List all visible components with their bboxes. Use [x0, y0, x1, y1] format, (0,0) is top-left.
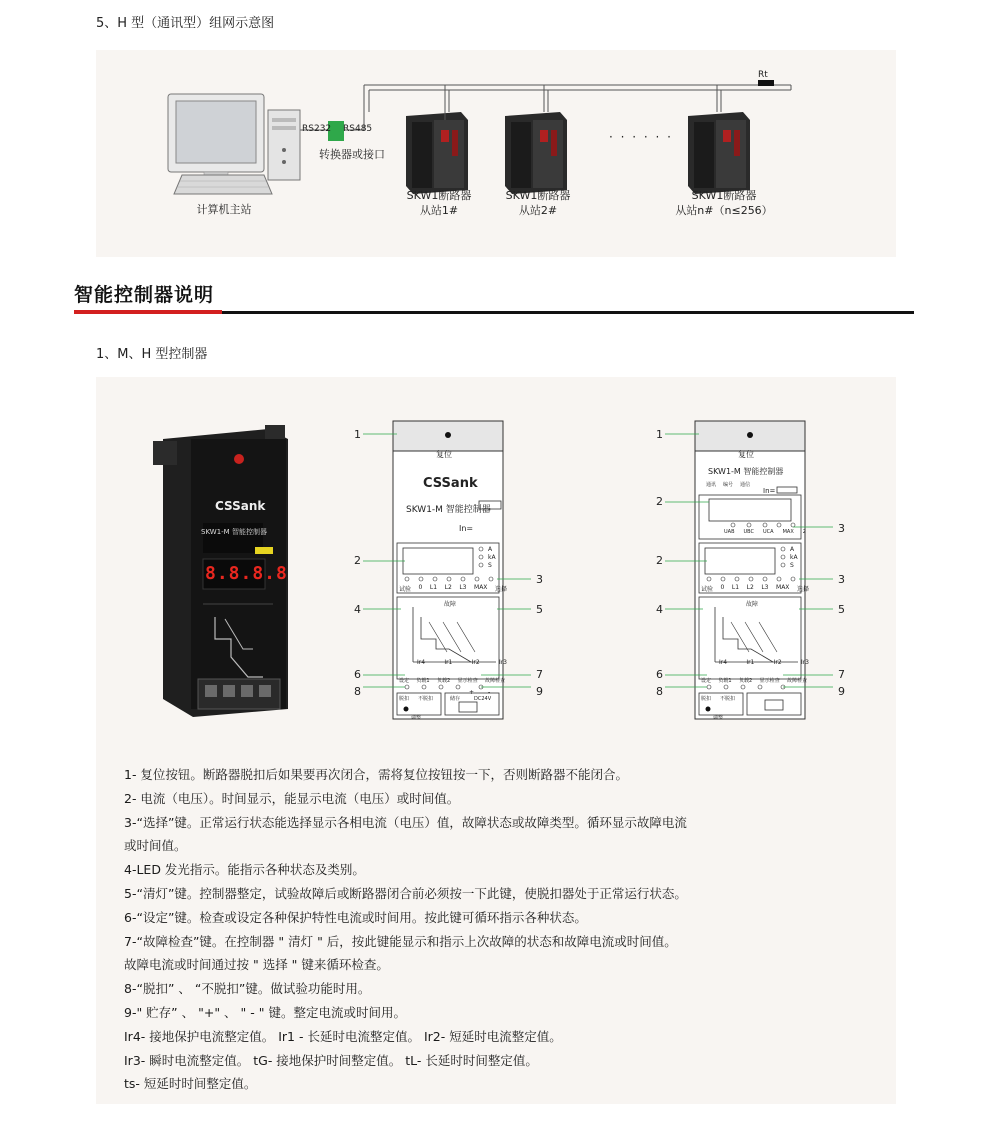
panel-a-callout-6: 6 [354, 668, 361, 681]
panel-b-callout-2a: 2 [656, 495, 663, 508]
breaker-1-name: SKW1断路器 [406, 189, 472, 202]
breaker-n-icon [688, 112, 750, 194]
panel-a-display-check-key[interactable]: 显示检查 [457, 678, 478, 684]
rt-label: Rt [758, 70, 768, 80]
breaker-1-slave: 从站1# [419, 204, 459, 217]
breaker-1-icon [406, 112, 468, 194]
panel-b-load2-key[interactable]: 负载2 [738, 678, 753, 684]
panel-b-in-label: In= [763, 487, 776, 495]
panel-a-plus-key[interactable]: + [469, 689, 475, 696]
panel-b-display-check-key[interactable]: 显示检查 [759, 678, 780, 684]
panel-a-zero-button[interactable]: 0 [418, 584, 423, 591]
panel-b-l2-button[interactable]: L2 [746, 584, 754, 591]
description-line: 7-“故障检查”键。在控制器 " 清灯 " 后，按此键能显示和指示上次故障的状态和故障电流或时间值。 [124, 933, 677, 949]
description-line: 8-“脱扣” 、 “不脱扣”键。做试验功能时用。 [124, 981, 371, 997]
description-line: Ir3- 瞬时电流整定值。 tG- 接地保护时间整定值。 tL- 长延时时间整定值。 [124, 1052, 538, 1068]
panel-a-fault-check-key[interactable]: 故障检查 [484, 678, 505, 684]
rs232-label: RS232 [302, 124, 332, 134]
panel-a-load1-key[interactable]: 负载1 [416, 678, 430, 684]
panel-a-brand: CSSank [423, 476, 478, 491]
panel-a-no-trip-key[interactable]: 不脱扣 [418, 696, 434, 702]
panel-b-callout-4: 4 [656, 603, 663, 616]
panel-a-indicators [488, 546, 496, 570]
panel-b-two-button[interactable]: 2 [802, 529, 806, 535]
heading-rule [222, 311, 914, 314]
panel-b-ir2-label: Ir2 [773, 659, 782, 666]
controller-photo [153, 419, 293, 719]
panel-b-key-row [701, 677, 807, 684]
photo-display: 8.8.8.8 [205, 563, 288, 584]
panel-a-callout-7: 7 [536, 668, 543, 681]
section-heading: 智能控制器说明 [74, 284, 215, 306]
panel-b-ir1-label: Ir1 [746, 659, 755, 666]
panel-b-ir4-label: Ir4 [719, 659, 728, 666]
panel-b-voltage-buttons [724, 529, 806, 535]
description-line: Ir4- 接地保护电流整定值。 Ir1 - 长延时电流整定值。 Ir2- 短延时电流整定值。 [124, 1028, 562, 1044]
panel-b-l3-button[interactable]: L3 [761, 584, 769, 591]
panel-b-set-key[interactable]: 设定 [701, 678, 712, 684]
panel-b-callout-2b: 2 [656, 554, 663, 567]
panel-a-ir2-label: Ir2 [471, 659, 480, 666]
panel-b-ir3-label: Ir3 [800, 659, 809, 666]
panel-a-key-row [399, 677, 505, 684]
panel-b-load1-key[interactable]: 负载1 [718, 678, 732, 684]
computer-icon [168, 94, 300, 194]
panel-a-voltage-label: DC24V [474, 696, 492, 702]
panel-b-callout-3a: 3 [838, 522, 845, 535]
panel-b-l1-button[interactable]: L1 [731, 584, 740, 591]
section5-title: 5、H 型（通讯型）组网示意图 [96, 16, 275, 31]
panel-b-indicators [790, 546, 798, 570]
panel-b-trip-key[interactable]: 脱扣 [701, 696, 712, 702]
panel-b-button-row [701, 584, 809, 593]
panel-a-l2-button[interactable]: L2 [444, 584, 452, 591]
panel-a-callout-2: 2 [354, 554, 361, 567]
description-line: 1- 复位按钮。断路器脱扣后如果要再次闭合，需将复位按钮按一下，否则断路器不能闭合。 [124, 767, 628, 782]
breaker-n-name: SKW1断路器 [691, 189, 757, 202]
panel-b-comm-labels [706, 481, 750, 488]
breaker-n-slave: 从站n#（n≤256） [675, 204, 773, 217]
panel-a-minus-key[interactable]: - [488, 689, 491, 696]
host-label: 计算机主站 [196, 203, 252, 216]
panel-a-select-button[interactable]: 选择 [494, 586, 507, 593]
panel-a-load2-key[interactable]: 负载2 [436, 678, 451, 684]
panel-a-store-key[interactable]: 储存 [450, 696, 461, 702]
heading-accent-bar [74, 310, 222, 314]
panel-b-link-label: 通信 [739, 482, 750, 488]
panel-b-callout-7: 7 [838, 668, 845, 681]
panel-a-adjust-label: 调整 [411, 715, 422, 721]
panel-b-callout-9: 9 [838, 685, 845, 698]
panel-b-callout-6: 6 [656, 668, 663, 681]
panel-b-model: SKW1-M 智能控制器 [708, 467, 784, 476]
panel-b-max-select-button[interactable]: MAX [776, 584, 790, 591]
photo-model: SKW1-M 智能控制器 [201, 528, 267, 536]
panel-b-comm-label: 通讯 [706, 482, 717, 488]
panel-b-select-button[interactable]: 选择 [796, 586, 809, 593]
panel-a-fault-label: 故障 [444, 601, 457, 608]
ellipsis: · · · · · · [609, 130, 673, 144]
description-line: 故障电流或时间通过按 " 选择 " 键来循环检查。 [124, 957, 389, 973]
photo-brand: CSSank [215, 499, 266, 513]
panel-a-ir1-label: Ir1 [444, 659, 453, 666]
panel-b-fault-check-key[interactable]: 故障检查 [786, 678, 807, 684]
panel-b-reset-label: 复位 [738, 450, 754, 459]
panel-a-l3-button[interactable]: L3 [459, 584, 467, 591]
controllers-panel [96, 377, 896, 1104]
breaker-2-slave: 从站2# [518, 204, 558, 217]
description-line: 3-“选择”键。正常运行状态能选择显示各相电流（电压）值，故障状态或故障类型。循环显示故障电流 [124, 814, 687, 830]
panel-a-indicator-ka: kA [488, 554, 496, 561]
panel-b-max-button[interactable]: MAX [782, 529, 794, 535]
panel-a-test-button[interactable]: 试验 [399, 586, 412, 593]
panel-b-indicator-s: S [790, 562, 794, 569]
panel-a-callout-8: 8 [354, 685, 361, 698]
panel-b-zero-button[interactable]: 0 [720, 584, 725, 591]
panel-b-uab-button[interactable]: UAB [724, 529, 735, 535]
panel-a-ir4-label: Ir4 [417, 659, 426, 666]
network-diagram [96, 50, 896, 257]
breaker-2-name: SKW1断路器 [505, 189, 571, 202]
panel-a-curve-labels [417, 659, 507, 666]
description-line: 或时间值。 [124, 838, 187, 854]
panel-a-ir3-label: Ir3 [498, 659, 507, 666]
panel-b-callout-1: 1 [656, 428, 663, 441]
panel-a-l1-button[interactable]: L1 [429, 584, 438, 591]
description-line: 9-" 贮存” 、 "+" 、 " - " 键。整定电流或时间用。 [124, 1004, 406, 1020]
panel-a-callout-1: 1 [354, 428, 361, 441]
panel-b-curve-labels [719, 659, 809, 666]
description-line: 4-LED 发光指示。能指示各种状态及类别。 [124, 862, 365, 878]
description-line: 2- 电流（电压）。时间显示，能显示电流（电压）或时间值。 [124, 790, 460, 806]
panel-b-indicator-ka: kA [790, 554, 798, 561]
panel-b-callout-8: 8 [656, 685, 663, 698]
panel-a-indicator-s: S [488, 562, 492, 569]
panel-a-callout-9: 9 [536, 685, 543, 698]
section1-title: 1、M、H 型控制器 [96, 347, 208, 362]
description-line: ts- 短延时时间整定值。 [124, 1076, 257, 1092]
panel-a-trip-key[interactable]: 脱扣 [399, 696, 410, 702]
panel-a-callout-4: 4 [354, 603, 361, 616]
panel-a-model: SKW1-M 智能控制器 [406, 505, 491, 515]
description-line: 6-“设定”键。检查或设定各种保护特性电流或时间用。按此键可循环指示各种状态。 [124, 909, 587, 925]
breaker-2-icon [505, 112, 567, 194]
panel-a-reset-label: 复位 [436, 450, 452, 459]
panel-b-callout-3b: 3 [838, 573, 845, 586]
rs485-label: RS485 [343, 124, 373, 134]
panel-b-uca-button[interactable]: UCA [763, 529, 774, 535]
description-line: 5-“清灯”键。控制器整定，试验故障后或断路器闭合前必须按一下此键，使脱扣器处于正常运行状态。 [124, 885, 687, 901]
panel-a-button-row [399, 584, 507, 593]
description-list [124, 763, 687, 1096]
converter-label: 转换器或接口 [319, 148, 385, 161]
panel-a-callout-5: 5 [536, 603, 543, 616]
panel-b-code-label: 编号 [722, 482, 733, 488]
network-diagram-panel [96, 50, 896, 257]
panel-b-test-button[interactable]: 试验 [701, 586, 714, 593]
panel-a-in-label: In= [459, 524, 474, 533]
panel-b-adjust-label: 调整 [713, 715, 724, 721]
panel-b-indicator-a: A [790, 546, 795, 553]
panel-a-max-button[interactable]: MAX [474, 584, 488, 591]
panel-a-set-key[interactable]: 设定 [399, 678, 410, 684]
panel-a-callout-3: 3 [536, 573, 543, 586]
panel-b-no-trip-key[interactable]: 不脱扣 [720, 696, 736, 702]
panel-a-indicator-a: A [488, 546, 493, 553]
panel-b-ubc-button[interactable]: UBC [743, 529, 755, 535]
panel-b-callout-5: 5 [838, 603, 845, 616]
panel-b-fault-label: 故障 [746, 601, 759, 608]
